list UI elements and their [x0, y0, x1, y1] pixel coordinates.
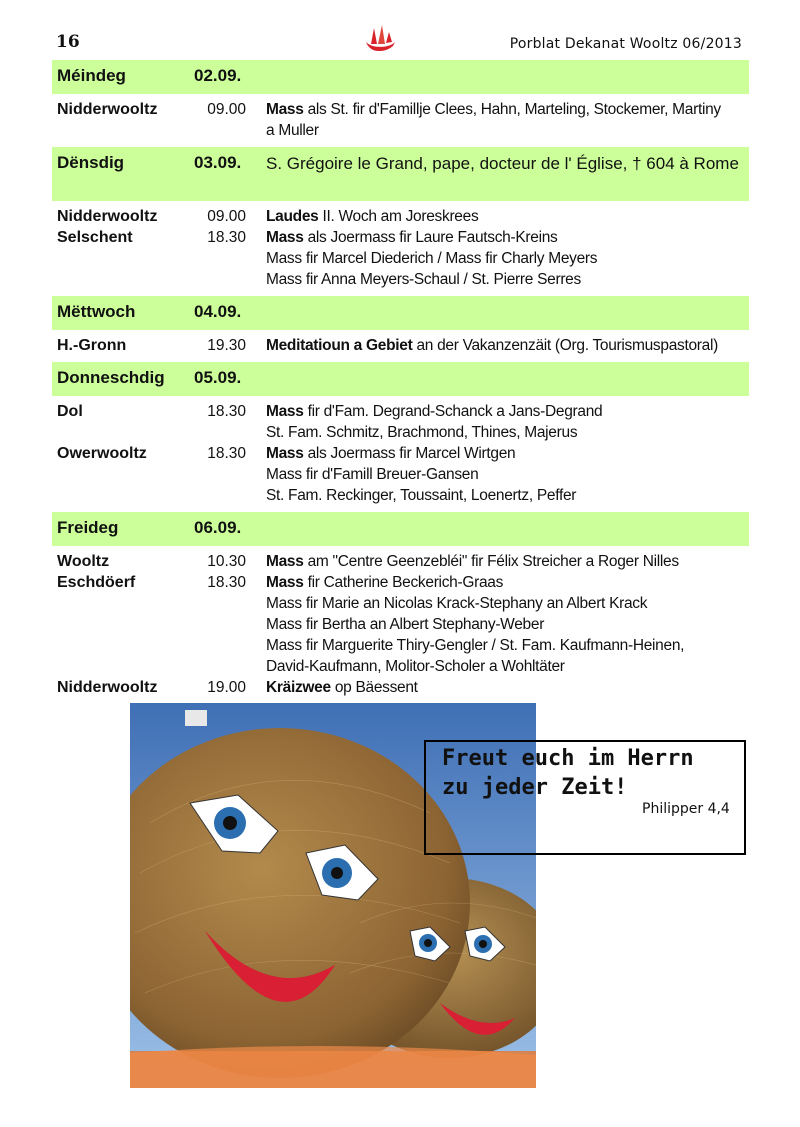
- entry-line-text: als St. fir d'Famillje Clees, Hahn, Marteling, Stockemer, Martiny: [303, 101, 721, 118]
- day-feast-note: S. Grégoire le Grand, pape, docteur de l' Église, † 604 à Rome: [266, 154, 739, 173]
- entry-line: [266, 269, 749, 290]
- entry-line-keyword: Mass: [266, 445, 304, 462]
- entry-place: Selschent: [57, 229, 133, 246]
- entry-line-keyword: Mass: [266, 553, 304, 570]
- schedule-entry: [52, 443, 749, 506]
- entry-line: [266, 422, 749, 443]
- day-date: 04.09.: [194, 302, 242, 321]
- entry-line-keyword: Meditatioun a Gebiet: [266, 337, 413, 354]
- entry-line: [266, 206, 749, 227]
- entry-line: [266, 120, 749, 141]
- day-name: Mëttwoch: [57, 302, 136, 321]
- day-entries: [52, 546, 749, 704]
- entry-line-text: am "Centre Geenzebléi" fir Félix Streicher a Roger Nilles: [303, 553, 679, 570]
- day-name: Dënsdig: [57, 153, 125, 172]
- entry-line: [266, 401, 749, 422]
- entry-line-keyword: Mass: [266, 229, 304, 246]
- entry-line: [266, 248, 749, 269]
- entry-line: [266, 551, 749, 572]
- entry-place: Wooltz: [57, 553, 110, 570]
- entry-line-text: David-Kaufmann, Molitor-Scholer a Wohltäter: [266, 658, 565, 675]
- entry-time: 19.30: [207, 337, 246, 354]
- entry-line-text: fir Catherine Beckerich-Graas: [303, 574, 504, 591]
- entry-line-text: II. Woch am Joreskrees: [318, 208, 479, 225]
- entry-description: [266, 206, 749, 227]
- schedule-entry: [52, 335, 749, 356]
- day-name: Donneschdig: [57, 368, 165, 387]
- day-name: Freideg: [57, 518, 119, 537]
- entry-line: [266, 485, 749, 506]
- day-date: 03.09.: [194, 153, 242, 172]
- day-header: [52, 296, 749, 330]
- entry-time: 10.30: [207, 553, 246, 570]
- entry-place: Nidderwooltz: [57, 101, 158, 118]
- entry-place: H.-Gronn: [57, 337, 127, 354]
- bible-quote: [442, 744, 694, 802]
- day-entries: [52, 396, 749, 512]
- entry-line: [266, 593, 749, 614]
- entry-time: 18.30: [207, 574, 246, 591]
- entry-line-text: Mass fir Anna Meyers-Schaul / St. Pierre Serres: [266, 271, 581, 288]
- entry-line-text: fir d'Fam. Degrand-Schanck a Jans-Degrand: [303, 403, 603, 420]
- entry-line-keyword: Laudes: [266, 208, 319, 225]
- entry-line-text: Mass fir d'Famill Breuer-Gansen: [266, 466, 479, 483]
- dekanat-logo-icon: [362, 22, 398, 58]
- entry-line-keyword: Mass: [266, 101, 304, 118]
- entry-description: [266, 401, 749, 443]
- day-date: 02.09.: [194, 66, 242, 85]
- entry-line-text: Mass fir Marie an Nicolas Krack-Stephany an Albert Krack: [266, 595, 648, 612]
- schedule-entry: [52, 206, 749, 227]
- entry-time: 09.00: [207, 208, 246, 225]
- entry-line: [266, 464, 749, 485]
- entry-line-text: als Joermass fir Marcel Wirtgen: [303, 445, 516, 462]
- entry-place: Owerwooltz: [57, 445, 147, 462]
- entry-place: Nidderwooltz: [57, 208, 158, 225]
- entry-description: [266, 572, 749, 677]
- entry-place: Eschdöerf: [57, 574, 136, 591]
- entry-line-text: Mass fir Bertha an Albert Stephany-Weber: [266, 616, 545, 633]
- schedule-table: [52, 60, 749, 704]
- entry-line-text: op Bäessent: [330, 679, 418, 696]
- quote-reference: Philipper 4,4: [642, 801, 730, 817]
- entry-line: [266, 335, 749, 356]
- entry-line-keyword: Kräizwee: [266, 679, 331, 696]
- entry-line-keyword: Mass: [266, 574, 304, 591]
- day-date: 06.09.: [194, 518, 242, 537]
- day-header: [52, 147, 749, 201]
- entry-description: [266, 443, 749, 506]
- entry-description: [266, 227, 749, 290]
- entry-description: [266, 551, 749, 572]
- schedule-entry: [52, 401, 749, 443]
- day-date: 05.09.: [194, 368, 242, 387]
- schedule-entry: [52, 227, 749, 290]
- schedule-entry: [52, 99, 749, 141]
- quote-line-2: zu jeder Zeit!: [442, 775, 628, 800]
- entry-place: Nidderwooltz: [57, 679, 158, 696]
- entry-line-text: als Joermass fir Laure Fautsch-Kreins: [303, 229, 558, 246]
- entry-time: 18.30: [207, 403, 246, 420]
- entry-place: Dol: [57, 403, 83, 420]
- entry-line-keyword: Mass: [266, 403, 304, 420]
- schedule-entry: [52, 551, 749, 572]
- page-number: 16: [56, 32, 80, 52]
- entry-time: 18.30: [207, 445, 246, 462]
- day-header: [52, 362, 749, 396]
- entry-description: [266, 99, 749, 141]
- entry-line: [266, 99, 749, 120]
- entry-line-text: Mass fir Marguerite Thiry-Gengler / St. Fam. Kaufmann-Heinen,: [266, 637, 685, 654]
- entry-line: [266, 656, 749, 677]
- day-name: Méindeg: [57, 66, 126, 85]
- entry-line: [266, 227, 749, 248]
- entry-time: 19.00: [207, 679, 246, 696]
- day-header: [52, 60, 749, 94]
- publication-title: Porblat Dekanat Wooltz 06/2013: [509, 36, 742, 52]
- entry-description: [266, 335, 749, 356]
- entry-line: [266, 572, 749, 593]
- entry-line: [266, 677, 749, 698]
- day-header: [52, 512, 749, 546]
- day-entries: [52, 330, 749, 362]
- schedule-entry: [52, 572, 749, 677]
- entry-line: [266, 614, 749, 635]
- entry-time: 18.30: [207, 229, 246, 246]
- entry-line-text: an der Vakanzenzäit (Org. Tourismuspastoral): [412, 337, 718, 354]
- day-entries: [52, 94, 749, 147]
- entry-line: [266, 635, 749, 656]
- entry-line: [266, 443, 749, 464]
- entry-description: [266, 677, 749, 698]
- entry-line-text: St. Fam. Schmitz, Brachmond, Thines, Majerus: [266, 424, 578, 441]
- schedule-entry: [52, 677, 749, 698]
- entry-line-text: St. Fam. Reckinger, Toussaint, Loenertz, Peffer: [266, 487, 577, 504]
- entry-line-text: a Muller: [266, 122, 319, 139]
- entry-line-text: Mass fir Marcel Diederich / Mass fir Charly Meyers: [266, 250, 598, 267]
- quote-line-1: Freut euch im Herrn: [442, 746, 694, 771]
- day-entries: [52, 201, 749, 296]
- entry-time: 09.00: [207, 101, 246, 118]
